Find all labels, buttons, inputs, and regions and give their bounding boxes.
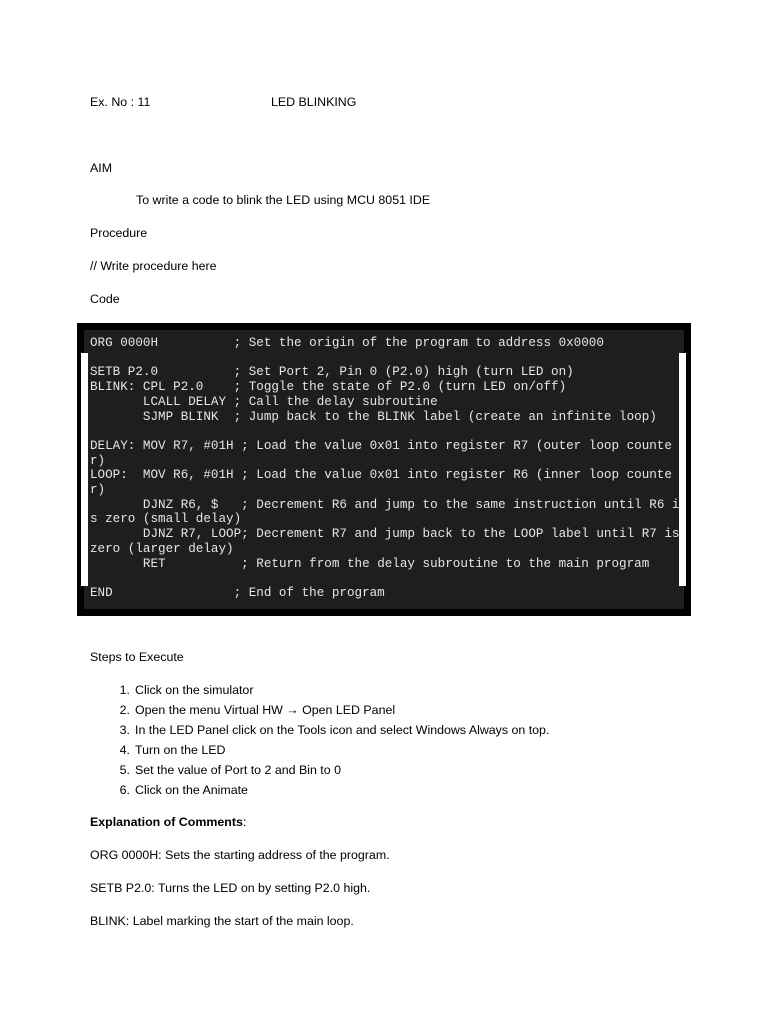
code-block-left-bar	[81, 353, 88, 586]
step-text: In the LED Panel click on the Tools icon and select Windows Always on top.	[135, 723, 550, 737]
code-listing	[90, 336, 688, 601]
explanation-heading-bold: Explanation of Comments	[90, 815, 243, 829]
aim-heading: AIM	[90, 161, 113, 175]
explanation-heading-colon: :	[242, 815, 247, 829]
procedure-placeholder: // Write procedure here	[90, 259, 217, 273]
step-text: Set the value of Port to 2 and Bin to 0	[135, 763, 341, 777]
step-number: 5.	[119, 763, 130, 777]
step-text: Click on the simulator	[135, 683, 254, 697]
exercise-number: Ex. No : 11	[90, 95, 151, 109]
code-line: ORG 0000H ; Set the origin of the program to address 0x0000	[90, 336, 604, 350]
step-number: 6.	[119, 783, 130, 797]
procedure-heading: Procedure	[90, 226, 148, 240]
aim-text: To write a code to blink the LED using MCU 8051 IDE	[136, 193, 431, 207]
page-title: LED BLINKING	[271, 95, 357, 109]
step-number: 2.	[119, 703, 130, 717]
code-line: END ; End of the program	[90, 585, 385, 600]
code-line: SETB P2.0 ; Set Port 2, Pin 0 (P2.0) high (turn LED on)	[90, 365, 574, 380]
code-line: LCALL DELAY ; Call the delay subroutine	[90, 394, 438, 409]
code-line: RET ; Return from the delay subroutine to the main program	[90, 556, 650, 571]
step-text: Click on the Animate	[135, 783, 248, 797]
explanation-item: SETB P2.0: Turns the LED on by setting P2.0 high.	[90, 881, 371, 895]
code-heading: Code	[90, 292, 120, 306]
step-text: Turn on the LED	[135, 743, 226, 757]
code-line: DELAY: MOV R7, #01H ; Load the value 0x01 into register R7 (outer loop counter)	[90, 438, 672, 468]
explanation-heading	[90, 815, 246, 829]
step-text: Open the menu Virtual HW → Open LED Panel	[135, 703, 396, 717]
step-number: 4.	[119, 743, 130, 757]
code-line: DJNZ R7, LOOP; Decrement R7 and jump back to the LOOP label until R7 is zero (larger delay)	[90, 527, 688, 556]
code-line: LOOP: MOV R6, #01H ; Load the value 0x01 into register R6 (inner loop counter)	[90, 468, 672, 498]
code-line: DJNZ R6, $ ; Decrement R6 and jump to the same instruction until R6 is zero (small delay)	[90, 497, 680, 527]
code-block-right-bar	[679, 353, 686, 586]
step-number: 1.	[119, 683, 130, 697]
code-line: SJMP BLINK ; Jump back to the BLINK label (create an infinite loop)	[90, 409, 657, 424]
step-number: 3.	[119, 723, 130, 737]
code-line: BLINK: CPL P2.0 ; Toggle the state of P2.0 (turn LED on/off)	[90, 380, 567, 395]
explanation-item: BLINK: Label marking the start of the main loop.	[90, 914, 354, 928]
steps-heading: Steps to Execute	[90, 650, 184, 664]
explanation-item: ORG 0000H: Sets the starting address of the program.	[90, 848, 390, 862]
